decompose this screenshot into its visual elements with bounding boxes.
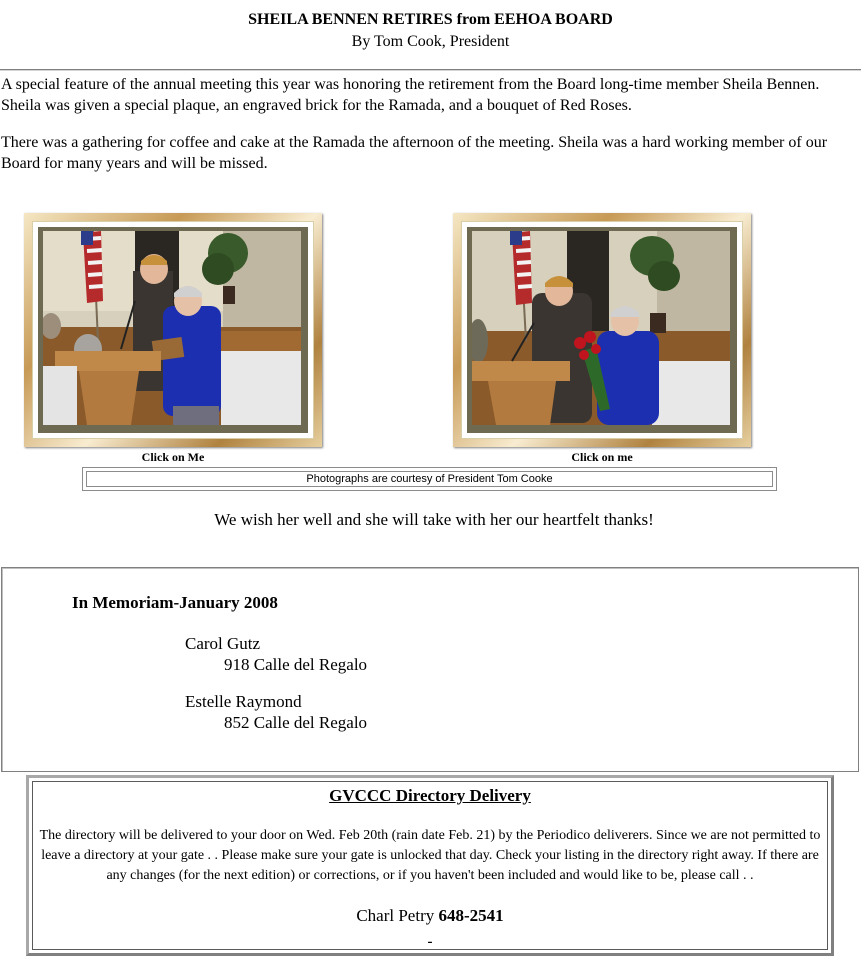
article-paragraph-2: There was a gathering for coffee and cake at the Ramada the afternoon of the meeting. Sheila was a hard working member of our Board for many years and will be missed. <box>1 134 828 172</box>
photo-caption-2[interactable]: Click on me <box>571 450 633 464</box>
directory-title: GVCCC Directory Delivery <box>329 786 531 805</box>
photo-frame-2[interactable] <box>453 213 751 447</box>
directory-trailing-mark: - <box>427 934 433 950</box>
photo-plaque-presentation[interactable] <box>43 231 301 425</box>
article-paragraph-1: A special feature of the annual meeting this year was honoring the retirement from the Board long-time member Sheila Bennen. Sheila was given a special plaque, an engraved brick for the Ramada, and a bouquet of Red Roses. <box>1 76 820 114</box>
header-divider <box>0 69 861 71</box>
photo-frame-1[interactable] <box>24 213 322 447</box>
directory-contact <box>26 906 834 926</box>
article-headline: SHEILA BENNEN RETIRES from EEHOA BOARD <box>248 11 613 28</box>
memoriam-name-1: Carol Gutz <box>185 634 261 653</box>
photo-credit-text: Photographs are courtesy of President Tom Cooke <box>86 471 773 487</box>
photo-credit-box <box>82 467 777 491</box>
photo-caption-1[interactable]: Click on Me <box>141 450 205 464</box>
closing-message: We wish her well and she will take with her our heartfelt thanks! <box>214 510 654 529</box>
photo-roses-presentation[interactable] <box>472 231 730 425</box>
directory-contact-phone: 648-2541 <box>438 906 504 925</box>
directory-body: The directory will be delivered to your door on Wed. Feb 20th (rain date Feb. 21) by the Periodico deliverers. Since we are not permitted to leave a directory at your gate . . Please make sure your gate is unlocked that day. Check your listing in the directory right away. If there are any changes (for the next edition) or corrections, or if you haven't been included and would like to be, please call . . <box>39 828 821 883</box>
memoriam-address-1: 918 Calle del Regalo <box>224 655 368 674</box>
article-byline: By Tom Cook, President <box>351 33 510 50</box>
directory-contact-name: Charl Petry <box>356 906 435 925</box>
memoriam-name-2: Estelle Raymond <box>185 692 302 711</box>
memoriam-address-2: 852 Calle del Regalo <box>224 713 368 732</box>
memoriam-title: In Memoriam-January 2008 <box>72 593 278 612</box>
